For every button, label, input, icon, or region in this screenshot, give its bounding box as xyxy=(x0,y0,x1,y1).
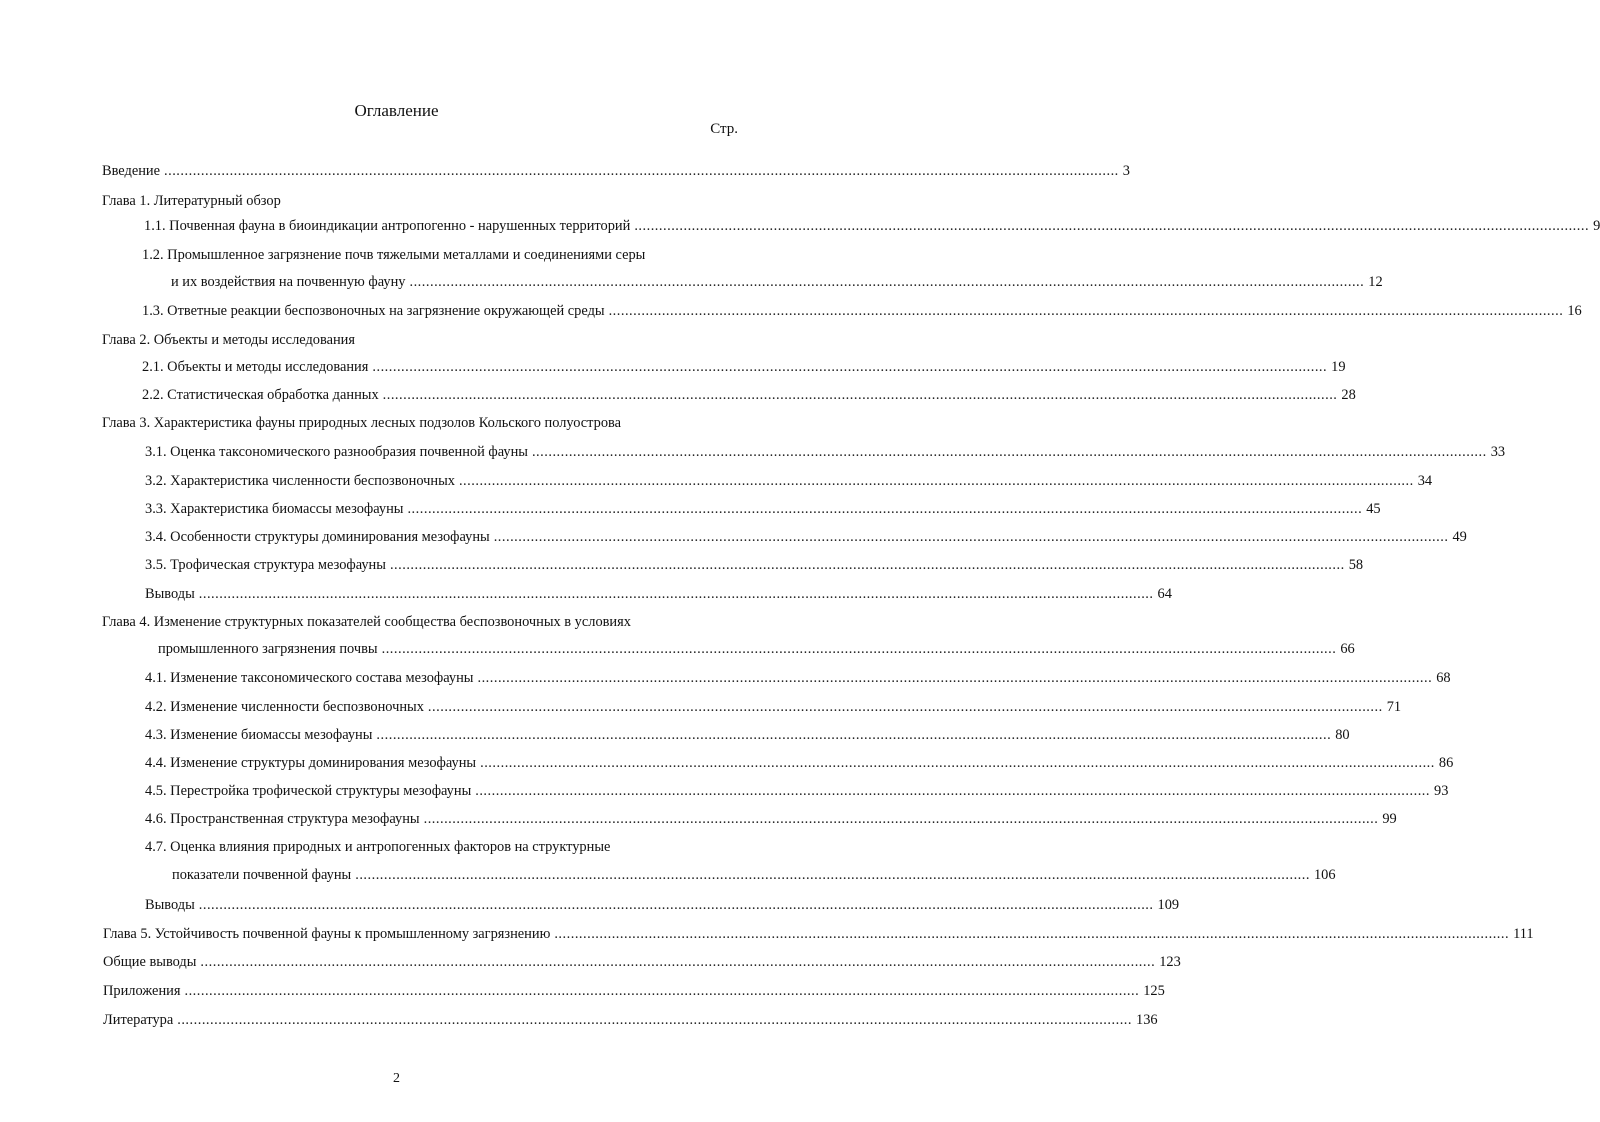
leader-dots: ......................................................................................................................................................................................................................................... xyxy=(407,501,1363,517)
toc-entry-page: 86 xyxy=(1438,755,1454,771)
toc-entry-label: 4.3. Изменение биомассы мезофауны xyxy=(145,727,373,743)
toc-entry-label: 1.3. Ответные реакции беспозвоночных на загрязнение окружающей среды xyxy=(142,303,605,319)
page-column-header: Стр. xyxy=(710,121,738,137)
toc-entry[interactable] xyxy=(145,782,1449,800)
toc-entry-page: 12 xyxy=(1368,274,1383,290)
leader-dots: ......................................................................................................................................................................................................................................... xyxy=(355,867,1310,883)
toc-entry-page: 93 xyxy=(1434,783,1449,799)
leader-dots: ......................................................................................................................................................................................................................................... xyxy=(427,699,1383,715)
leader-dots: ......................................................................................................................................................................................................................................... xyxy=(531,444,1487,460)
toc-entry-label: 4.6. Пространственная структура мезофауны xyxy=(145,811,420,827)
toc-entry-label: 3.1. Оценка таксономического разнообразия почвенной фауны xyxy=(145,444,528,460)
leader-dots: ......................................................................................................................................................................................................................................... xyxy=(480,755,1435,771)
toc-entry-line[interactable] xyxy=(145,838,610,856)
leader-dots: ......................................................................................................................................................................................................................................... xyxy=(389,557,1345,573)
leader-dots: ......................................................................................................................................................................................................................................... xyxy=(475,783,1430,799)
toc-entry-label: 4.2. Изменение численности беспозвоночных xyxy=(145,699,424,715)
toc-entry-label: Глава 1. Литературный обзор xyxy=(102,193,281,209)
toc-entry-page: 99 xyxy=(1382,811,1397,827)
toc-chapter-heading[interactable] xyxy=(102,414,621,432)
toc-entry[interactable] xyxy=(144,217,1600,235)
toc-entry-page: 28 xyxy=(1341,387,1356,403)
leader-dots: ......................................................................................................................................................................................................................................... xyxy=(634,218,1590,234)
leader-dots: ......................................................................................................................................................................................................................................... xyxy=(381,641,1337,657)
toc-entry-label: 3.2. Характеристика численности беспозвоночных xyxy=(145,473,455,489)
leader-dots: ......................................................................................................................................................................................................................................... xyxy=(382,387,1338,403)
toc-entry[interactable] xyxy=(142,358,1346,376)
toc-entry[interactable] xyxy=(142,386,1356,404)
leader-dots: ......................................................................................................................................................................................................................................... xyxy=(198,897,1154,913)
toc-entry-page: 19 xyxy=(1331,359,1346,375)
toc-entry-page: 136 xyxy=(1136,1012,1158,1028)
toc-entry-page: 16 xyxy=(1567,303,1582,319)
leader-dots: ......................................................................................................................................................................................................................................... xyxy=(376,727,1332,743)
toc-title: Оглавление xyxy=(354,101,439,120)
toc-entry[interactable] xyxy=(158,640,1355,658)
toc-entry[interactable] xyxy=(145,726,1350,744)
toc-entry[interactable] xyxy=(145,472,1433,490)
toc-entry-page: 66 xyxy=(1340,641,1355,657)
toc-entry-label: 2.1. Объекты и методы исследования xyxy=(142,359,369,375)
leader-dots: ......................................................................................................................................................................................................................................... xyxy=(200,954,1156,970)
toc-entry-label: 2.2. Статистическая обработка данных xyxy=(142,387,379,403)
leader-dots: ......................................................................................................................................................................................................................................... xyxy=(198,586,1154,602)
toc-entry-label: 1.2. Промышленное загрязнение почв тяжелыми металлами и соединениями серы xyxy=(142,247,646,263)
toc-entry-page: 3 xyxy=(1122,163,1130,179)
toc-entry[interactable] xyxy=(171,273,1383,291)
toc-entry[interactable] xyxy=(142,302,1582,320)
leader-dots: ......................................................................................................................................................................................................................................... xyxy=(372,359,1328,375)
toc-chapter-heading[interactable] xyxy=(102,192,281,210)
toc-entry[interactable] xyxy=(145,810,1397,828)
toc-entry-label: 4.4. Изменение структуры доминирования мезофауны xyxy=(145,755,477,771)
toc-entry-label: Введение xyxy=(102,163,161,179)
toc-entry[interactable] xyxy=(145,528,1467,546)
leader-dots: ......................................................................................................................................................................................................................................... xyxy=(608,303,1564,319)
toc-entry[interactable] xyxy=(103,925,1534,943)
toc-entry-page: 71 xyxy=(1386,699,1402,715)
toc-entry-page: 106 xyxy=(1313,867,1336,883)
toc-entry-page: 123 xyxy=(1159,954,1181,970)
toc-entry-page: 33 xyxy=(1490,444,1506,460)
toc-entry[interactable] xyxy=(103,982,1165,1000)
toc-entry-page: 34 xyxy=(1417,473,1433,489)
toc-entry-page: 68 xyxy=(1436,670,1451,686)
toc-entry[interactable] xyxy=(145,669,1451,687)
leader-dots: ......................................................................................................................................................................................................................................... xyxy=(477,670,1433,686)
toc-entry[interactable] xyxy=(145,443,1506,461)
toc-entry-label: Литература xyxy=(103,1012,174,1028)
toc-entry-page: 64 xyxy=(1157,586,1172,602)
toc-entry-label: Глава 2. Объекты и методы исследования xyxy=(102,332,355,348)
toc-entry-label: 4.1. Изменение таксономического состава мезофауны xyxy=(145,670,474,686)
toc-entry-label: 1.1. Почвенная фауна в биоиндикации антропогенно - нарушенных территорий xyxy=(144,218,631,234)
toc-entry[interactable] xyxy=(172,866,1336,884)
leader-dots: ......................................................................................................................................................................................................................................... xyxy=(164,163,1119,179)
toc-entry-page: 80 xyxy=(1335,727,1350,743)
toc-chapter-heading[interactable] xyxy=(102,613,631,631)
toc-entry-label: и их воздействия на почвенную фауну xyxy=(171,274,406,290)
toc-entry[interactable] xyxy=(145,698,1402,716)
toc-entry-label: 3.5. Трофическая структура мезофауны xyxy=(145,557,386,573)
toc-entry-label: Приложения xyxy=(103,983,181,999)
toc-entry-page: 125 xyxy=(1143,983,1165,999)
toc-entry-label: Глава 4. Изменение структурных показателей сообщества беспозвоночных в условиях xyxy=(102,614,631,630)
toc-entry-label: Выводы xyxy=(145,586,195,602)
toc-entry-label: 3.3. Характеристика биомассы мезофауны xyxy=(145,501,404,517)
page-number: 2 xyxy=(393,1071,400,1086)
leader-dots: ......................................................................................................................................................................................................................................... xyxy=(423,811,1379,827)
toc-entry-label: 3.4. Особенности структуры доминирования мезофауны xyxy=(145,529,490,545)
toc-entry-page: 45 xyxy=(1366,501,1381,517)
toc-entry[interactable] xyxy=(145,896,1180,914)
toc-entry-page: 49 xyxy=(1452,529,1467,545)
toc-entry[interactable] xyxy=(145,556,1364,574)
toc-chapter-heading[interactable] xyxy=(102,331,355,349)
toc-entry[interactable] xyxy=(103,953,1181,971)
leader-dots: ......................................................................................................................................................................................................................................... xyxy=(493,529,1449,545)
toc-entry[interactable] xyxy=(145,754,1454,772)
leader-dots: ......................................................................................................................................................................................................................................... xyxy=(177,1012,1132,1028)
leader-dots: ......................................................................................................................................................................................................................................... xyxy=(458,473,1414,489)
toc-entry-label: промышленного загрязнения почвы xyxy=(158,641,378,657)
toc-entry-page: 58 xyxy=(1348,557,1364,573)
toc-entry-page: 9 xyxy=(1593,218,1600,234)
toc-entry-label: Глава 3. Характеристика фауны природных лесных подзолов Кольского полуострова xyxy=(102,415,622,431)
leader-dots: ......................................................................................................................................................................................................................................... xyxy=(554,926,1510,942)
toc-entry-label: показатели почвенной фауны xyxy=(172,867,352,883)
toc-entry[interactable] xyxy=(102,162,1130,180)
toc-entry-label: Общие выводы xyxy=(103,954,197,970)
toc-entry[interactable] xyxy=(145,585,1172,603)
toc-entry[interactable] xyxy=(103,1011,1158,1029)
toc-entry-page: 111 xyxy=(1513,926,1534,942)
toc-entry-label: 4.5. Перестройка трофической структуры мезофауны xyxy=(145,783,472,799)
toc-entry-page: 109 xyxy=(1157,897,1180,913)
toc-entry-label: Глава 5. Устойчивость почвенной фауны к промышленному загрязнению xyxy=(103,926,551,942)
leader-dots: ......................................................................................................................................................................................................................................... xyxy=(409,274,1365,290)
toc-entry-label: 4.7. Оценка влияния природных и антропогенных факторов на структурные xyxy=(145,839,611,855)
toc-entry[interactable] xyxy=(145,500,1381,518)
toc-entry-line[interactable] xyxy=(142,246,645,264)
leader-dots: ......................................................................................................................................................................................................................................... xyxy=(184,983,1140,999)
toc-entry-label: Выводы xyxy=(145,897,195,913)
